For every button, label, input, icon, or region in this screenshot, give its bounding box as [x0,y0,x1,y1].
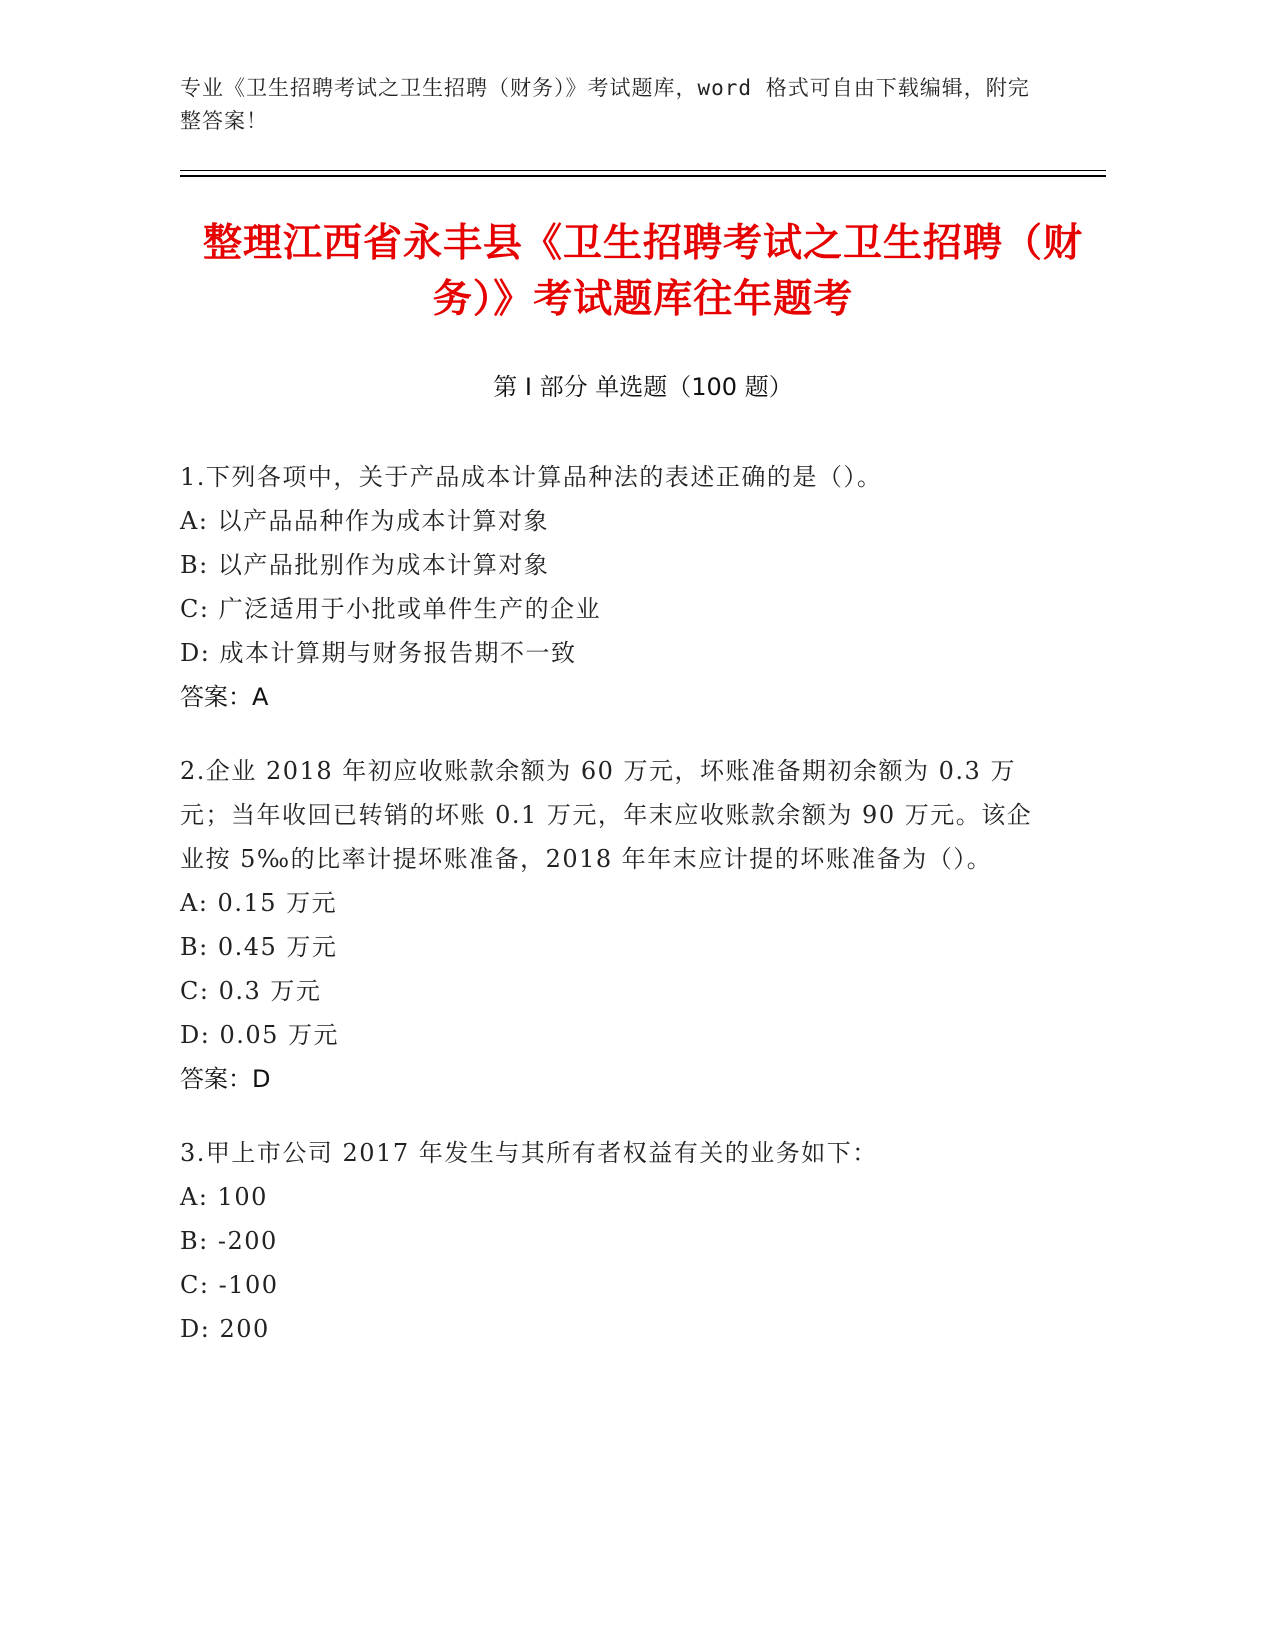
option-c: C: 广泛适用于小批或单件生产的企业 [180,595,602,623]
header-divider-thick [180,175,1106,177]
option-c: C: -100 [180,1271,279,1299]
question-list [180,455,1040,1381]
option-d: D: 0.05 万元 [180,1021,340,1049]
header-divider-thin [180,170,1106,171]
document-title: 整理江西省永丰县《卫生招聘考试之卫生招聘（财务）》考试题库往年题考 [202,221,1083,322]
option-b: B: 以产品批别作为成本计算对象 [180,551,550,579]
question-stem: 1.下列各项中，关于产品成本计算品种法的表述正确的是（）。 [180,463,883,491]
option-a: A: 以产品品种作为成本计算对象 [180,507,550,535]
question-1 [180,455,1040,719]
answer: 答案：D [180,1065,271,1093]
option-d: D: 成本计算期与财务报告期不一致 [180,639,577,667]
header-note: 专业《卫生招聘考试之卫生招聘（财务）》考试题库，word 格式可自由下载编辑，附完整答案！ [180,76,1030,133]
option-b: B: 0.45 万元 [180,933,338,961]
question-stem: 3.甲上市公司 2017 年发生与其所有者权益有关的业务如下： [180,1139,878,1167]
option-c: C: 0.3 万元 [180,977,322,1005]
option-a: A: 100 [180,1183,268,1211]
option-d: D: 200 [180,1315,270,1343]
question-3 [180,1131,1040,1351]
option-a: A: 0.15 万元 [180,889,338,917]
option-b: B: -200 [180,1227,278,1255]
answer: 答案：A [180,683,269,711]
section-heading: 第 I 部分 单选题（100 题） [493,373,793,401]
question-2 [180,749,1040,1101]
question-stem: 2.企业 2018 年初应收账款余额为 60 万元，坏账准备期初余额为 0.3 万元；当年收回已转销的坏账 0.1 万元，年末应收账款余额为 90 万元。该企业按 5‰的比率计提坏账准备，2018 年年末应计提的坏账准备为（）。 [180,757,1033,873]
